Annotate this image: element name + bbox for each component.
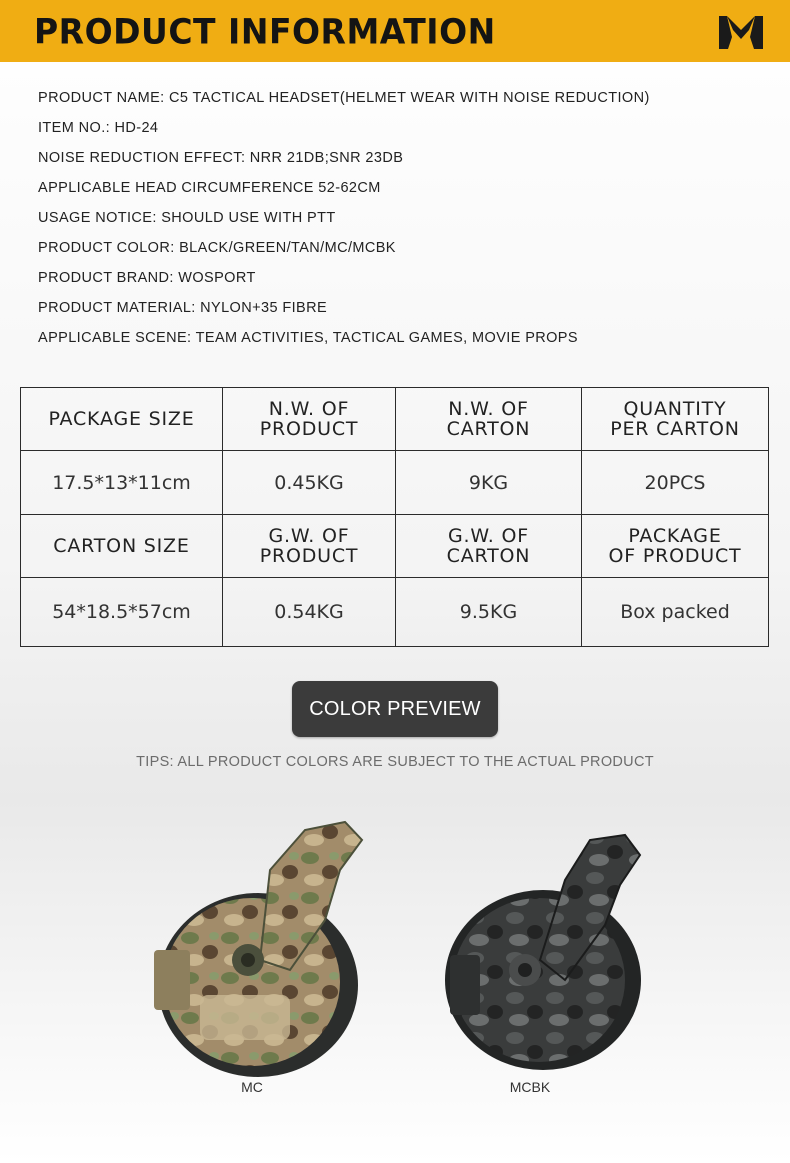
header-gw-product: G.W. OF PRODUCT — [223, 515, 396, 578]
info-noise-reduction: NOISE REDUCTION EFFECT: NRR 21DB;SNR 23DB — [38, 150, 404, 166]
table-row — [21, 578, 769, 647]
header-nw-carton: N.W. OF CARTON — [396, 388, 582, 451]
caption-mc: MC — [241, 1079, 263, 1095]
table-row — [21, 451, 769, 515]
value-gw-carton: 9.5KG — [396, 578, 582, 647]
value-package-of-product: Box packed — [582, 578, 769, 647]
color-preview-button[interactable]: COLOR PREVIEW — [292, 681, 498, 737]
header-package-size: PACKAGE SIZE — [21, 388, 223, 451]
header-gw-carton: G.W. OF CARTON — [396, 515, 582, 578]
info-usage-notice: USAGE NOTICE: SHOULD USE WITH PTT — [38, 210, 336, 226]
value-package-size: 17.5*13*11cm — [21, 451, 223, 515]
table-row — [21, 388, 769, 451]
header-quantity-per-carton: QUANTITY PER CARTON — [582, 388, 769, 451]
caption-mcbk: MCBK — [509, 1079, 551, 1095]
table-row — [21, 515, 769, 578]
brand-w-logo-icon — [718, 13, 764, 51]
header-nw-product: N.W. OF PRODUCT — [223, 388, 396, 451]
info-product-name: PRODUCT NAME: C5 TACTICAL HEADSET(HELMET WEAR WITH NOISE REDUCTION) — [38, 90, 650, 106]
page-title: PRODUCT INFORMATION — [34, 11, 496, 52]
product-info-list — [38, 88, 650, 358]
info-product-color: PRODUCT COLOR: BLACK/GREEN/TAN/MC/MCBK — [38, 240, 396, 256]
info-product-material: PRODUCT MATERIAL: NYLON+35 FIBRE — [38, 300, 328, 316]
value-nw-carton: 9KG — [396, 451, 582, 515]
info-applicable-scene: APPLICABLE SCENE: TEAM ACTIVITIES, TACTICAL GAMES, MOVIE PROPS — [38, 330, 578, 346]
header-carton-size: CARTON SIZE — [21, 515, 223, 578]
spec-table — [20, 387, 769, 647]
info-head-circumference: APPLICABLE HEAD CIRCUMFERENCE 52-62CM — [38, 180, 381, 196]
value-gw-product: 0.54KG — [223, 578, 396, 647]
headset-mc-image-icon — [140, 810, 380, 1080]
value-carton-size: 54*18.5*57cm — [21, 578, 223, 647]
headset-mcbk-image-icon — [425, 830, 665, 1075]
info-product-brand: PRODUCT BRAND: WOSPORT — [38, 270, 256, 286]
info-item-no: ITEM NO.: HD-24 — [38, 120, 159, 136]
value-nw-product: 0.45KG — [223, 451, 396, 515]
value-quantity-per-carton: 20PCS — [582, 451, 769, 515]
tips-text: TIPS: ALL PRODUCT COLORS ARE SUBJECT TO THE ACTUAL PRODUCT — [136, 754, 654, 770]
header-banner — [0, 0, 790, 62]
header-package-of-product: PACKAGE OF PRODUCT — [582, 515, 769, 578]
